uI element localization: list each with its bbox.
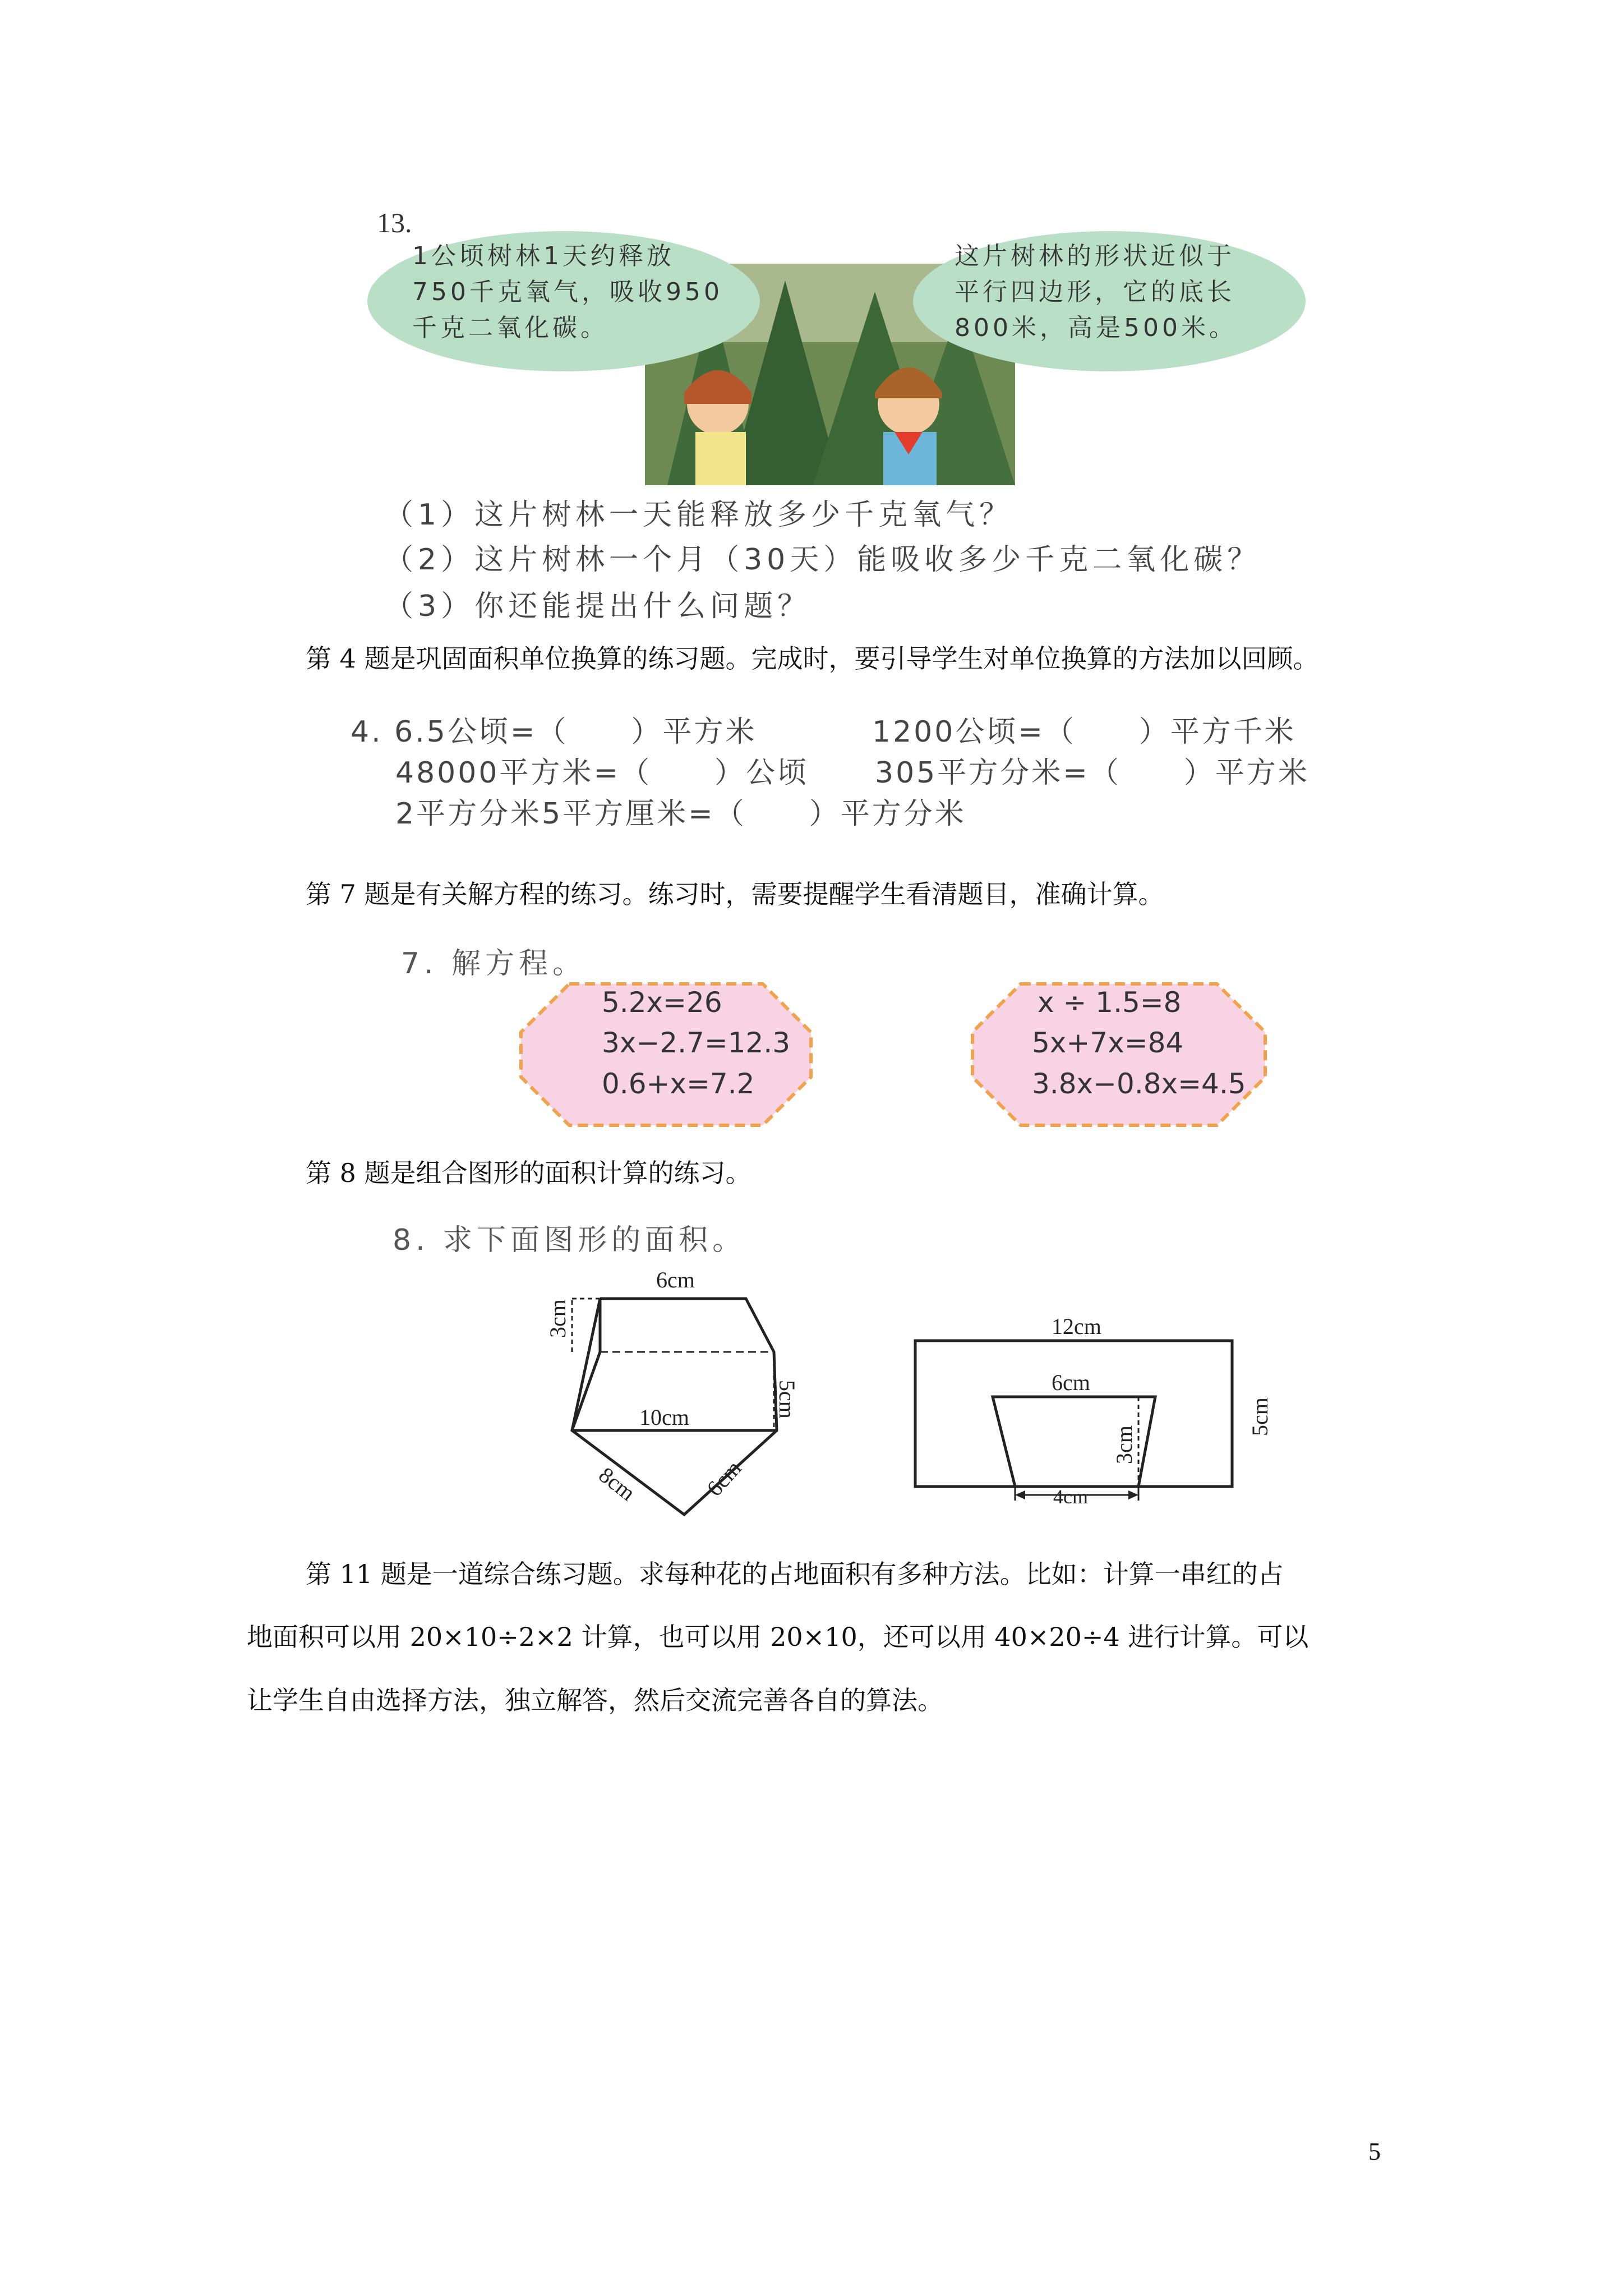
fig2-top-label: 12cm xyxy=(1052,1314,1101,1339)
note-7: 第 7 题是有关解方程的练习。练习时，需要提醒学生看清题目，准确计算。 xyxy=(306,879,1164,909)
ex7-left-eq2: 3x−2.7=12.3 xyxy=(602,1027,791,1059)
fig1-br-label: 6cm xyxy=(702,1455,746,1501)
ex4-line1a: 4. 6.5公顷=（ ）平方米 xyxy=(351,715,757,749)
ex7-right-eq3: 3.8x−0.8x=4.5 xyxy=(1032,1068,1246,1100)
note-4: 第 4 题是巩固面积单位换算的练习题。完成时，要引导学生对单位换算的方法加以回顾。 xyxy=(306,643,1319,674)
fig2-right-label: 5cm xyxy=(1247,1397,1272,1436)
note-11-line1: 第 11 题是一道综合练习题。求每种花的占地面积有多种方法。比如：计算一串红的占 xyxy=(306,1559,1284,1589)
composite-figure-2 xyxy=(909,1307,1279,1520)
ex7-left-eq3: 0.6+x=7.2 xyxy=(602,1068,755,1100)
fig1-top-label: 6cm xyxy=(656,1267,695,1292)
fig2-bottom-label: 4cm xyxy=(1053,1485,1088,1508)
fig1-left-label: 3cm xyxy=(545,1299,570,1338)
question-3: （3）你还能提出什么问题？ xyxy=(384,590,811,623)
fig1-middle-label: 10cm xyxy=(639,1405,689,1430)
composite-figure-1 xyxy=(545,1262,808,1526)
fig2-inner-top-label: 6cm xyxy=(1052,1370,1090,1395)
problem-13-number: 13. xyxy=(377,207,412,238)
ex4-line2b: 305平方分米=（ ）平方米 xyxy=(875,756,1310,790)
fig2-inner-h-label: 3cm xyxy=(1112,1425,1137,1464)
ex4-line2a: 48000平方米=（ ）公顷 xyxy=(395,756,809,790)
ex8-title: 8. 求下面图形的面积。 xyxy=(393,1223,746,1257)
ex4-line1b: 1200公顷=（ ）平方千米 xyxy=(872,715,1296,749)
question-1: （1）这片树林一天能释放多少千克氧气？ xyxy=(384,498,1013,532)
ex7-title: 7. 解方程。 xyxy=(401,947,587,981)
ex7-right-eq2: 5x+7x=84 xyxy=(1032,1027,1184,1059)
fig1-right-label: 5cm xyxy=(774,1380,800,1419)
right-bubble-text: 这片树林的形状近似于 平行四边形，它的底长 800米，高是500米。 xyxy=(955,242,1237,342)
ex4-line3: 2平方分米5平方厘米=（ ）平方分米 xyxy=(395,797,966,831)
fig1-bl-label: 8cm xyxy=(594,1462,640,1506)
note-8: 第 8 题是组合图形的面积计算的练习。 xyxy=(306,1158,751,1188)
note-11-line2: 地面积可以用 20×10÷2×2 计算，也可以用 20×10，还可以用 40×20÷4 进行计算。可以 xyxy=(247,1622,1309,1652)
ex7-right-eq1: x ÷ 1.5=8 xyxy=(1038,986,1182,1019)
left-bubble-text: 1公顷树林1天约释放 750千克氧气，吸收950 千克二氧化碳。 xyxy=(412,242,723,342)
question-2: （2）这片树林一个月（30天）能吸收多少千克二氧化碳？ xyxy=(384,543,1261,577)
note-11-line3: 让学生自由选择方法，独立解答，然后交流完善各自的算法。 xyxy=(247,1685,943,1715)
ex7-left-eq1: 5.2x=26 xyxy=(602,986,722,1019)
page-number: 5 xyxy=(1368,2138,1381,2165)
